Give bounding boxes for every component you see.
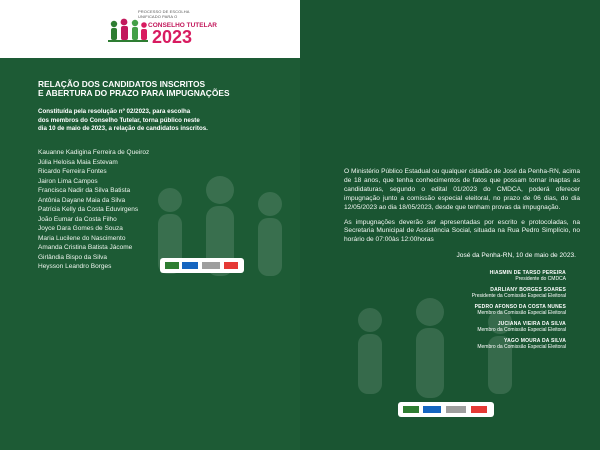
candidate-item: Jairon Lima Campos — [38, 177, 98, 185]
intro-line-1: Constituída pela resolução nº 02/2023, para escolha — [38, 108, 191, 115]
signatory-role: Presidente do CMDCA — [515, 276, 566, 282]
signatory-name: DARLIANY BORGES SOARES — [490, 287, 566, 293]
candidate-item: Girlândia Bispo da Silva — [38, 253, 108, 261]
signatory-name: HIASMIN DE TARSO PEREIRA — [489, 270, 566, 276]
sponsor-logos-strip — [160, 258, 244, 273]
signature — [344, 270, 566, 282]
candidate-item: Ricardo Ferreira Fontes — [38, 168, 107, 175]
signature-block — [344, 270, 566, 355]
secretaria-logo-icon — [423, 406, 441, 413]
signatory-role: Presidente da Comissão Especial Eleitoral — [471, 293, 566, 299]
signatory-name: YAGO MOURA DA SILVA — [504, 338, 566, 344]
candidate-list — [38, 148, 238, 272]
candidate-item: Patrícia Kelly da Costa Eduvirgens — [38, 206, 139, 213]
secretaria-logo-icon — [182, 262, 198, 269]
notice-paragraph-2: As impugnações deverão ser apresentadas por escrito e protocoladas, na Secretaria Municipal de Assistência Social, situada na Rua Pedro Simplício, no horário de 07:00às 12:00horas — [344, 218, 580, 244]
candidate-item: João Eumar da Costa Filho — [38, 215, 117, 223]
page-title — [38, 80, 278, 98]
header-band — [0, 0, 300, 58]
municipal-logo-icon — [403, 406, 419, 413]
cmdca-logo-icon — [224, 262, 238, 269]
signatory-name: PEDRO AFONSO DA COSTA NUNES — [474, 304, 566, 310]
notice-text — [344, 168, 580, 251]
signatory-role: Membro da Comissão Especial Eleitoral — [477, 344, 566, 350]
candidate-item: Heysson Leandro Borges — [38, 263, 112, 270]
title-line-1: RELAÇÃO DOS CANDIDATOS INSCRITOS — [38, 79, 206, 89]
candidate-item: Júlia Heloisa Maia Estevam — [38, 158, 118, 166]
signatory-role: Membro da Comissão Especial Eleitoral — [477, 327, 566, 333]
logo-small-text: PROCESSO DE ESCOLHA UNIFICADO PARA O — [138, 9, 190, 19]
signature — [344, 338, 566, 350]
signature — [344, 321, 566, 333]
municipal-logo-icon — [165, 262, 179, 269]
cmdca-logo-icon — [471, 406, 487, 413]
dateline: José da Penha-RN, 10 de maio de 2023. — [456, 252, 576, 259]
signatory-name: JUCIANA VIEIRA DA SILVA — [497, 321, 566, 327]
candidate-item: Antônia Dayane Maia da Silva — [38, 196, 126, 204]
candidate-item: Francisca Nadir da Silva Batista — [38, 187, 131, 194]
conselho-tutelar-logo — [104, 8, 217, 50]
signatory-role: Membro da Comissão Especial Eleitoral — [477, 310, 566, 316]
children-figures-icon — [106, 16, 150, 46]
sponsor-logos-strip — [398, 402, 494, 417]
candidate-item: Amanda Cristina Batista Jácome — [38, 244, 133, 251]
candidate-item: Joyce Dara Gomes de Souza — [38, 225, 123, 232]
signature — [344, 304, 566, 316]
conselho-logo-icon — [446, 406, 466, 413]
logo-year: 2023 — [152, 27, 193, 47]
conselho-logo-icon — [202, 262, 220, 269]
title-line-2: E ABERTURA DO PRAZO PARA IMPUGNAÇÕES — [38, 88, 230, 98]
intro-text — [38, 108, 278, 134]
intro-line-3: dia 10 de maio de 2023, a relação de candidatos inscritos. — [38, 125, 208, 133]
candidate-item: Maria Lucilene do Nascimento — [38, 234, 126, 242]
notice-paragraph-1: O Ministério Público Estadual ou qualquer cidadão de José da Penha-RN, acima de 18 anos, que tenha conhecimentos de fatos que possam tornar inaptas as candidaturas, segundo o edital 01/2023 do CMDCA, poderá oferecer impugnação junto a comissão especial eleitoral, no prazo de 06 dias, do dia 12/05/2023 ao dia 18/05/2023, desde que tenham provas da impugnação. — [344, 168, 580, 211]
intro-line-2: dos membros do Conselho Tutelar, torna público neste — [38, 116, 200, 124]
signature — [344, 287, 566, 299]
right-page — [300, 0, 600, 450]
candidate-item: Kauanne Kadigina Ferreira de Queiroz — [38, 149, 150, 156]
logo-brand: CONSELHO TUTELAR — [148, 22, 217, 29]
